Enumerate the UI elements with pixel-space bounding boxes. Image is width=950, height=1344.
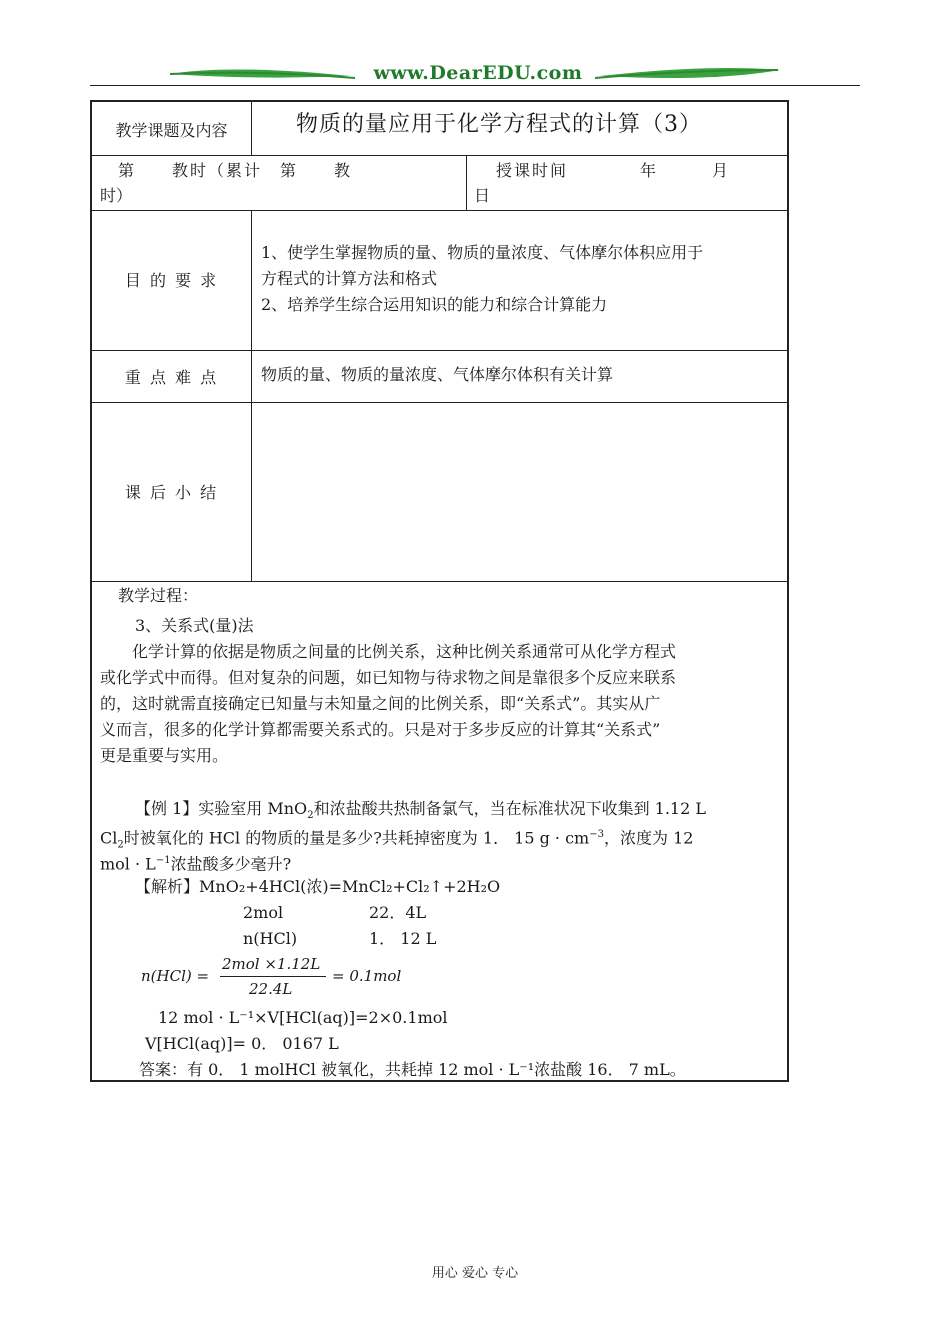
logo-text: www.DearEDU.com [373,62,583,84]
analysis-line [135,874,500,900]
example-line: mol · $L^{-1}$浓盐酸多少毫升? [100,854,292,874]
topic-label: 教学课题及内容 [115,121,228,140]
ratio-cell: 22．4L [369,903,427,922]
ratio-cell: n(HCl) [243,929,298,948]
keypoints-text: 物质的量、物质的量浓度、气体摩尔体积有关计算 [261,365,614,384]
example-label: 【例 1】 [135,799,199,818]
process-heading: 教学过程： [118,586,199,605]
goals-label: 目 的 要 求 [124,271,219,290]
goal-line: 方程式的计算方法和格式 [261,269,438,288]
goal-line: 1、使学生掌握物质的量、物质的量浓度、气体摩尔体积应用于 [261,243,704,262]
calc-line: V[HCl(aq)]= 0． 0167 L [145,1034,339,1053]
header-rule [90,85,860,86]
paragraph-line: 或化学式中而得。但对复杂的问题，如已知物与待求物之间是靠很多个反应来联系 [100,668,677,687]
ratio-cell: 2mol [243,903,284,922]
answer-line: 答案：有 0． 1 molHCl 被氧化，共耗掉 12 mol · L⁻¹浓盐酸 16． 7 mL。 [139,1060,686,1079]
class-time-line2: 日 [474,186,491,205]
goal-line: 2、培养学生综合运用知识的能力和综合计算能力 [261,295,608,314]
calc-line: 12 mol · L⁻¹×V[HCl(aq)]=2×0.1mol [158,1008,448,1027]
table-divider [90,402,789,403]
keypoints-label: 重 点 难 点 [124,368,219,387]
analysis-label: 【解析】 [135,877,200,896]
table-divider [90,581,789,582]
table-divider [251,210,252,581]
formula-lhs: n(HCl) = [141,967,210,985]
table-divider [466,155,467,210]
table-divider [90,210,789,211]
paragraph-line: 义而言，很多的化学计算都需要关系式的。只是对于多步反应的计算其“关系式” [100,720,661,739]
class-time-line1: 授课时间 年 月 [496,161,731,180]
paragraph-line: 更是重要与实用。 [100,746,229,765]
page-title: 物质的量应用于化学方程式的计算（3） [296,112,702,137]
ratio-cell: 1． 12 L [369,929,437,948]
table-divider [90,155,789,156]
formula-denominator: 22.4L [249,980,293,998]
header-logo [170,60,780,94]
table-divider [90,350,789,351]
paragraph-line: 化学计算的依据是物质之间量的比例关系，这种比例关系通常可从化学方程式 [132,642,677,661]
formula-numerator: 2mol ×1.12L [222,955,321,973]
period-line2: 时） [100,186,133,205]
example-line: 【例 1】实验室用 MnO$_2$和浓盐酸共热制备氯气，当在标准状况下收集到 1.12 L [135,799,706,822]
paragraph-line: 的，这时就需直接确定已知量与未知量之间的比例关系，即“关系式”。其实从广 [100,694,661,713]
fraction-bar [220,976,326,977]
page-footer: 用心 爱心 专心 [431,1266,519,1281]
example-line: $Cl_2$时被氧化的 HCl 的物质的量是多少?共耗掉密度为 1． 15 $g \cdot cm^{-3}$，浓度为 12 [100,828,694,851]
section-heading: 3、关系式(量)法 [135,616,254,635]
table-divider [251,100,252,155]
formula-rhs: = 0.1mol [332,967,402,985]
summary-label: 课 后 小 结 [124,483,219,502]
reaction-equation: MnO₂+4HCl(浓)=MnCl₂+Cl₂↑+2H₂O [199,877,501,896]
period-line1: 第 教时（累计 第 教 [118,161,353,180]
